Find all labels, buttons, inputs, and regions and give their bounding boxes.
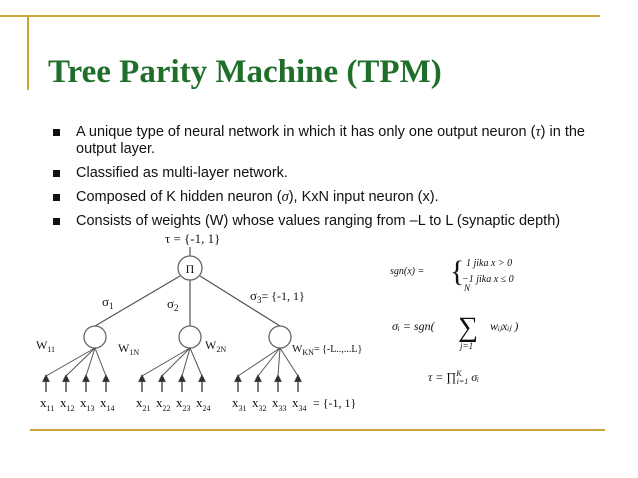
bullet-item: Composed of K hidden neuron (σ), KxN input neuron (x). [50, 189, 620, 206]
input-node-label: $x_{12}$ [60, 395, 75, 413]
sum-upper-limit: N [464, 283, 471, 293]
input-node-label: $x_{23}$ [176, 395, 191, 413]
input-node-label: $x_{34}$ [292, 395, 307, 413]
brace-icon: { [450, 255, 465, 288]
sigma-3-label: $\sigma_3= \{-1$, 1} [250, 288, 305, 305]
input-link [190, 348, 202, 376]
sigma-formula-lhs: σᵢ = sgn( [392, 319, 435, 333]
formula-panel [380, 226, 560, 386]
sgn-formula-lhs: sgn(x) = [390, 266, 425, 277]
input-nodes [40, 378, 307, 413]
sigma-2-label: $\sigma_2$ [167, 296, 179, 313]
bullet-square-icon [53, 129, 60, 136]
input-node-label: $x_{21}$ [136, 395, 151, 413]
sigma-formula-term: wᵢⱼxᵢⱼ ) [490, 319, 519, 333]
bullet-square-icon [53, 194, 60, 201]
output-range-label: τ = {-1, 1} [165, 231, 221, 246]
bullet-item: Classified as multi-layer network. [50, 165, 620, 182]
weight-w11-label: $W_{11}$ [36, 338, 56, 354]
input-node-label: $x_{13}$ [80, 395, 95, 413]
tpm-network-diagram [30, 226, 375, 421]
sgn-case-negative: −1 jika x ≤ 0 [462, 274, 514, 285]
hidden-neuron-2 [179, 326, 201, 348]
weight-w2n-label: $W_{2N}$ [205, 338, 227, 354]
sum-lower-limit: j=1 [460, 341, 474, 351]
input-node-label: $x_{11}$ [40, 395, 55, 413]
input-node-label: $x_{33}$ [272, 395, 287, 413]
top-rule [0, 15, 600, 17]
bullet-item: A unique type of neural network in which it has only one output neuron (τ) in the output layer. [50, 124, 620, 158]
bullet-square-icon [53, 218, 60, 225]
input-links [46, 348, 298, 376]
input-node-label: $x_{32}$ [252, 395, 267, 413]
sigma-1-label: $\sigma_1$ [102, 294, 114, 311]
input-node-label: $x_{31}$ [232, 395, 247, 413]
input-node-label: $x_{24}$ [196, 395, 211, 413]
bottom-rule [30, 429, 605, 431]
hidden-neuron-3 [269, 326, 291, 348]
weight-w1n-label: $W_{1N}$ [118, 341, 140, 357]
bullet-list [50, 124, 620, 237]
input-node-label: $x_{22}$ [156, 395, 171, 413]
input-link [95, 348, 106, 376]
hidden-neuron-1 [84, 326, 106, 348]
product-symbol: Π [185, 262, 195, 276]
sum-symbol: ∑ [458, 312, 478, 343]
page-title: Tree Parity Machine (TPM) [48, 54, 442, 90]
input-link [238, 348, 280, 376]
input-range-label: = {-1, 1} [313, 396, 357, 410]
weight-wkn-label: $W_{KN}= \{-L..,...L\}$ [292, 343, 363, 357]
input-link [278, 348, 280, 376]
bullet-square-icon [53, 170, 60, 177]
sgn-case-positive: 1 jika x > 0 [466, 258, 513, 269]
input-node-label: $x_{14}$ [100, 395, 115, 413]
left-rule [27, 15, 29, 90]
input-link [258, 348, 280, 376]
bullet-item: Consists of weights (W) whose values ranging from –L to L (synaptic depth) [50, 213, 620, 230]
tau-formula-lhs: τ = ∏$^K$ i=1 σᵢ [428, 369, 480, 386]
